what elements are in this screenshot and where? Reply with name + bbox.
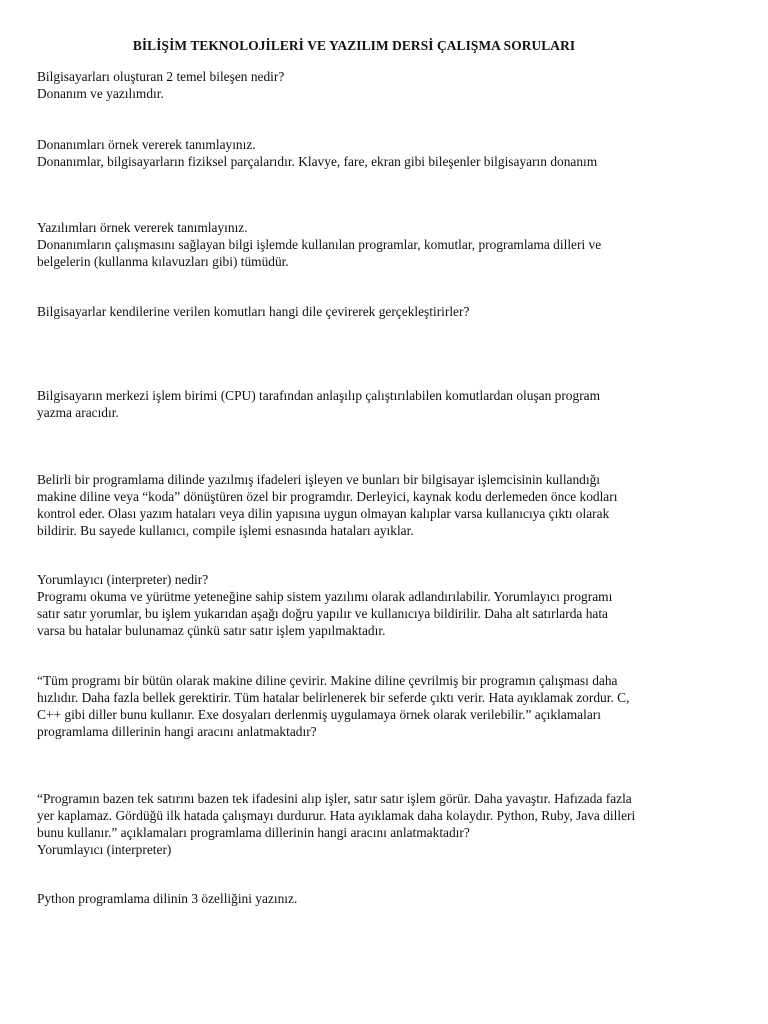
qa-block-9 [37,790,737,858]
question-text: Bilgisayarın merkezi işlem birimi (CPU) tarafından anlaşılıp çalıştırılabilen komutlardan oluşan program [37,388,601,403]
qa-block-6 [37,471,737,539]
document-title: BİLİŞİM TEKNOLOJİLERİ VE YAZILIM DERSİ ÇALIŞMA SORULARI [132,38,576,53]
question-text: Yazılımları örnek vererek tanımlayınız. [37,220,248,235]
qa-block-7 [37,571,737,639]
answer-text: Yorumlayıcı (interpreter) [37,842,172,857]
answer-text: satır satır yorumlar, bu işlem yukarıdan aşağı doğru yapılır ve kullanıcıya bildirilir. Daha alt satırlarda hata [37,606,608,621]
question-text: Bilgisayarları oluşturan 2 temel bileşen nedir? [37,69,285,84]
qa-block-10 [37,890,737,907]
question-text: bildirir. Bu sayede kullanıcı, compile işlemi esnasında hataları ayıklar. [37,523,414,538]
question-text: Python programlama dilinin 3 özelliğini yazınız. [37,891,298,906]
question-text: kontrol eder. Olası yazım hataları veya dilin yapısına uygun olmayan kalıplar varsa kullanıcıya çıktı olarak [37,506,610,521]
question-text: programlama dillerinin hangi aracını anlatmaktadır? [37,724,317,739]
qa-block-3 [37,219,737,270]
question-text: “Tüm programı bir bütün olarak makine diline çevirir. Makine diline çevrilmiş bir programın çalışması daha [37,673,618,688]
qa-block-1 [37,68,737,102]
question-text: makine diline veya “koda” dönüştüren özel bir programdır. Derleyici, kaynak kodu derlemeden önce kodları [37,489,618,504]
answer-text: Donanımlar, bilgisayarların fiziksel parçalarıdır. Klavye, fare, ekran gibi bileşenler bilgisayarın donanım [37,154,598,169]
qa-block-4 [37,303,737,320]
question-text: yer kaplamaz. Gördüğü ilk hatada çalışmayı durdurur. Hata ayıklamak daha kolaydır. Python, Ruby, Java dilleri [37,808,636,823]
qa-block-2 [37,136,737,170]
answer-text: belgelerin (kullanma kılavuzları gibi) tümüdür. [37,254,289,269]
question-text: Bilgisayarlar kendilerine verilen komutları hangi dile çevirerek gerçekleştirirler? [37,304,470,319]
question-text: Yorumlayıcı (interpreter) nedir? [37,572,209,587]
question-text: Donanımları örnek vererek tanımlayınız. [37,137,256,152]
question-text: hızlıdır. Daha fazla bellek gerektirir. Tüm hatalar belirlenerek bir seferde çıktı verir. Hata ayıklamak zordur. C, [37,690,630,705]
question-text: C++ gibi diller bunu kullanır. Exe dosyaları derlenmiş uygulamaya örnek olarak verilebilir.” açıklamaları [37,707,601,722]
question-text: Belirli bir programlama dilinde yazılmış ifadeleri işleyen ve bunları bir bilgisayar işlemcisinin kullandığı [37,472,601,487]
qa-block-8 [37,672,737,740]
answer-text: varsa bu hatalar bulunamaz çünkü satır satır işlem yapılmaktadır. [37,623,386,638]
question-text: “Programın bazen tek satırını bazen tek ifadesini alıp işler, satır satır işlem görür. Daha yavaştır. Hafızada fazla [37,791,632,806]
question-text: bunu kullanır.” açıklamaları programlama dillerinin hangi aracını anlatmaktadır? [37,825,470,840]
answer-text: Donanım ve yazılımdır. [37,86,164,101]
qa-block-5 [37,387,737,421]
answer-text: Programı okuma ve yürütme yeteneğine sahip sistem yazılımı olarak adlandırılabilir. Yorumlayıcı programı [37,589,613,604]
question-text: yazma aracıdır. [37,405,119,420]
answer-text: Donanımların çalışmasını sağlayan bilgi işlemde kullanılan programlar, komutlar, programlama dilleri ve [37,237,602,252]
